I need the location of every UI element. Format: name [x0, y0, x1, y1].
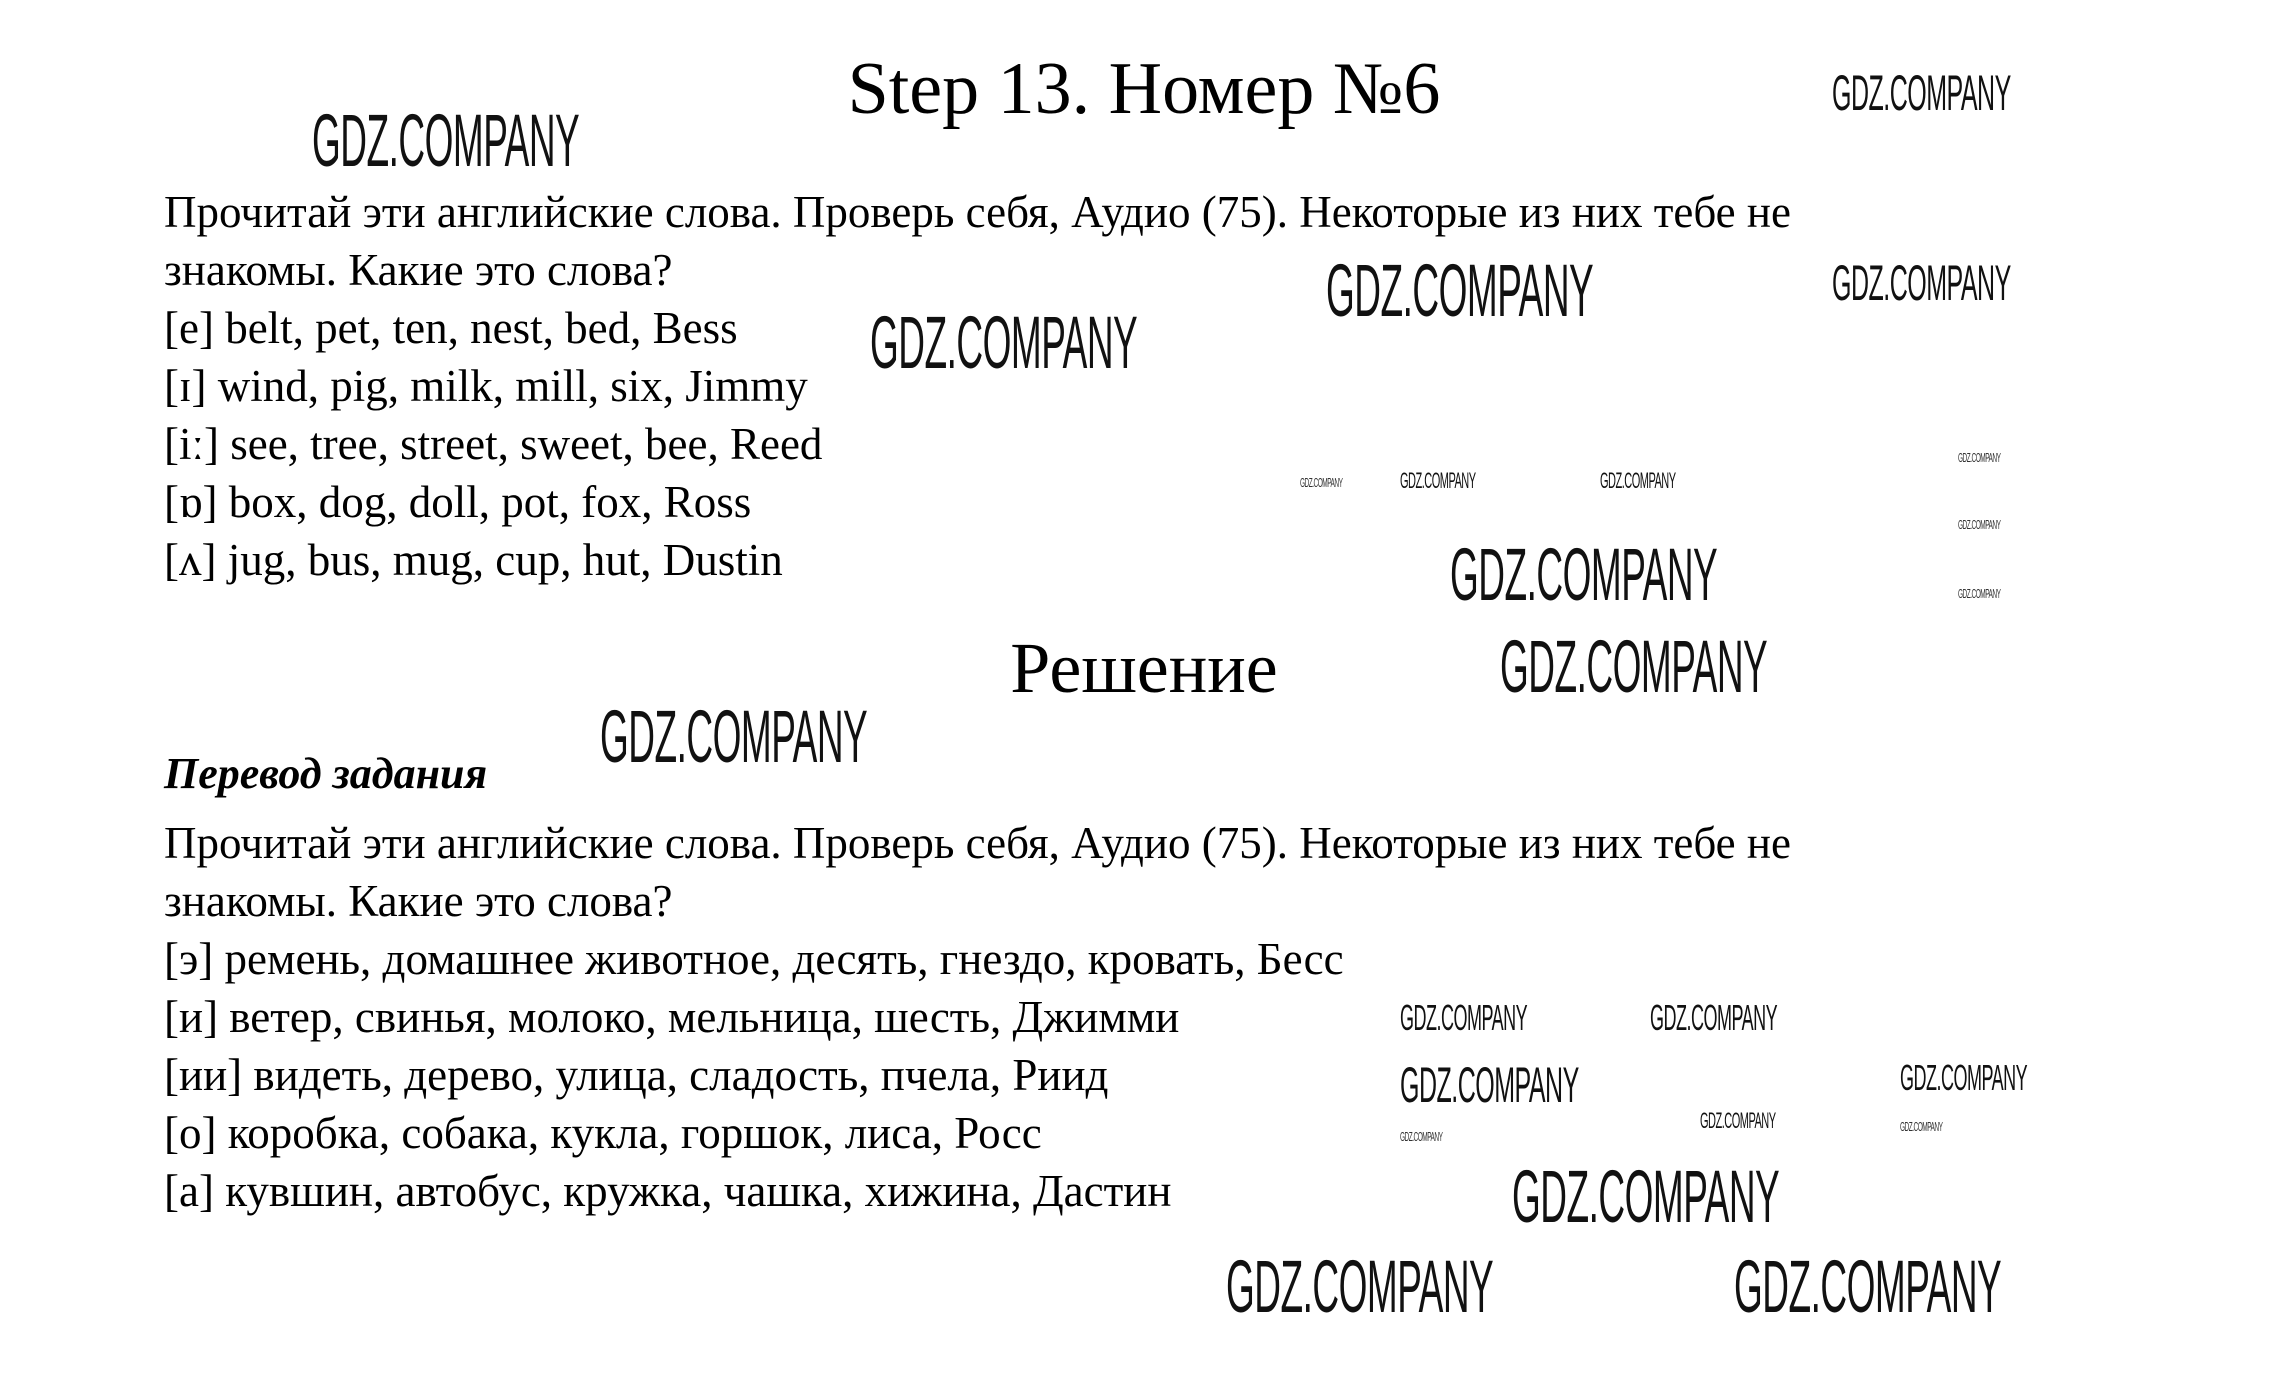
translation-line: знакомы. Какие это слова? [164, 876, 673, 926]
watermark: GDZ.COMPANY [1900, 1119, 1943, 1134]
watermark: GDZ.COMPANY [1600, 468, 1676, 493]
watermark: GDZ.COMPANY [1832, 65, 2011, 121]
watermark: GDZ.COMPANY [1512, 1155, 1780, 1238]
solution-heading: Решение [1010, 628, 1278, 708]
watermark: GDZ.COMPANY [1958, 586, 2001, 601]
watermark: GDZ.COMPANY [1326, 249, 1594, 332]
translation-line: [о] коробка, собака, кукла, горшок, лиса, Росс [164, 1108, 1042, 1158]
watermark: GDZ.COMPANY [1900, 1057, 2028, 1098]
task-line: Прочитай эти английские слова. Проверь себя, Аудио (75). Некоторые из них тебе не [164, 187, 1791, 237]
watermark: GDZ.COMPANY [600, 695, 868, 778]
translation-line: [а] кувшин, автобус, кружка, чашка, хижина, Дастин [164, 1166, 1172, 1216]
translation-line: [и] ветер, свинья, молоко, мельница, шесть, Джимми [164, 992, 1180, 1042]
watermark: GDZ.COMPANY [1400, 1129, 1443, 1144]
watermark: GDZ.COMPANY [1400, 997, 1528, 1038]
task-line: [ɪ] wind, pig, milk, mill, six, Jimmy [164, 361, 808, 411]
watermark: GDZ.COMPANY [1700, 1108, 1776, 1133]
task-line: [iː] see, tree, street, sweet, bee, Reed [164, 419, 823, 469]
translation-line: [ии] видеть, дерево, улица, сладость, пчела, Риид [164, 1050, 1109, 1100]
watermark: GDZ.COMPANY [1734, 1245, 2002, 1328]
task-text [164, 183, 1791, 589]
watermark: GDZ.COMPANY [1400, 1057, 1579, 1113]
watermark: GDZ.COMPANY [1650, 997, 1778, 1038]
watermark: GDZ.COMPANY [1958, 450, 2001, 465]
page-title: Step 13. Номер №6 [847, 48, 1441, 130]
watermark: GDZ.COMPANY [1226, 1245, 1494, 1328]
watermark: GDZ.COMPANY [1958, 517, 2001, 532]
watermark: GDZ.COMPANY [1400, 468, 1476, 493]
watermark: GDZ.COMPANY [1450, 533, 1718, 616]
task-line: [e] belt, pet, ten, nest, bed, Bess [164, 303, 738, 353]
translation-heading: Перевод задания [164, 749, 488, 798]
watermark: GDZ.COMPANY [870, 301, 1138, 384]
translation-line: [э] ремень, домашнее животное, десять, гнездо, кровать, Бесс [164, 934, 1344, 984]
watermark: GDZ.COMPANY [1300, 475, 1343, 490]
watermark: GDZ.COMPANY [1832, 255, 2011, 311]
watermark: GDZ.COMPANY [1500, 625, 1768, 708]
translation-line: Прочитай эти английские слова. Проверь себя, Аудио (75). Некоторые из них тебе не [164, 818, 1791, 868]
task-line: [ɒ] box, dog, doll, pot, fox, Ross [164, 477, 752, 527]
watermark: GDZ.COMPANY [312, 99, 580, 182]
task-line: знакомы. Какие это слова? [164, 245, 673, 295]
task-line: [ʌ] jug, bus, mug, cup, hut, Dustin [164, 535, 783, 585]
